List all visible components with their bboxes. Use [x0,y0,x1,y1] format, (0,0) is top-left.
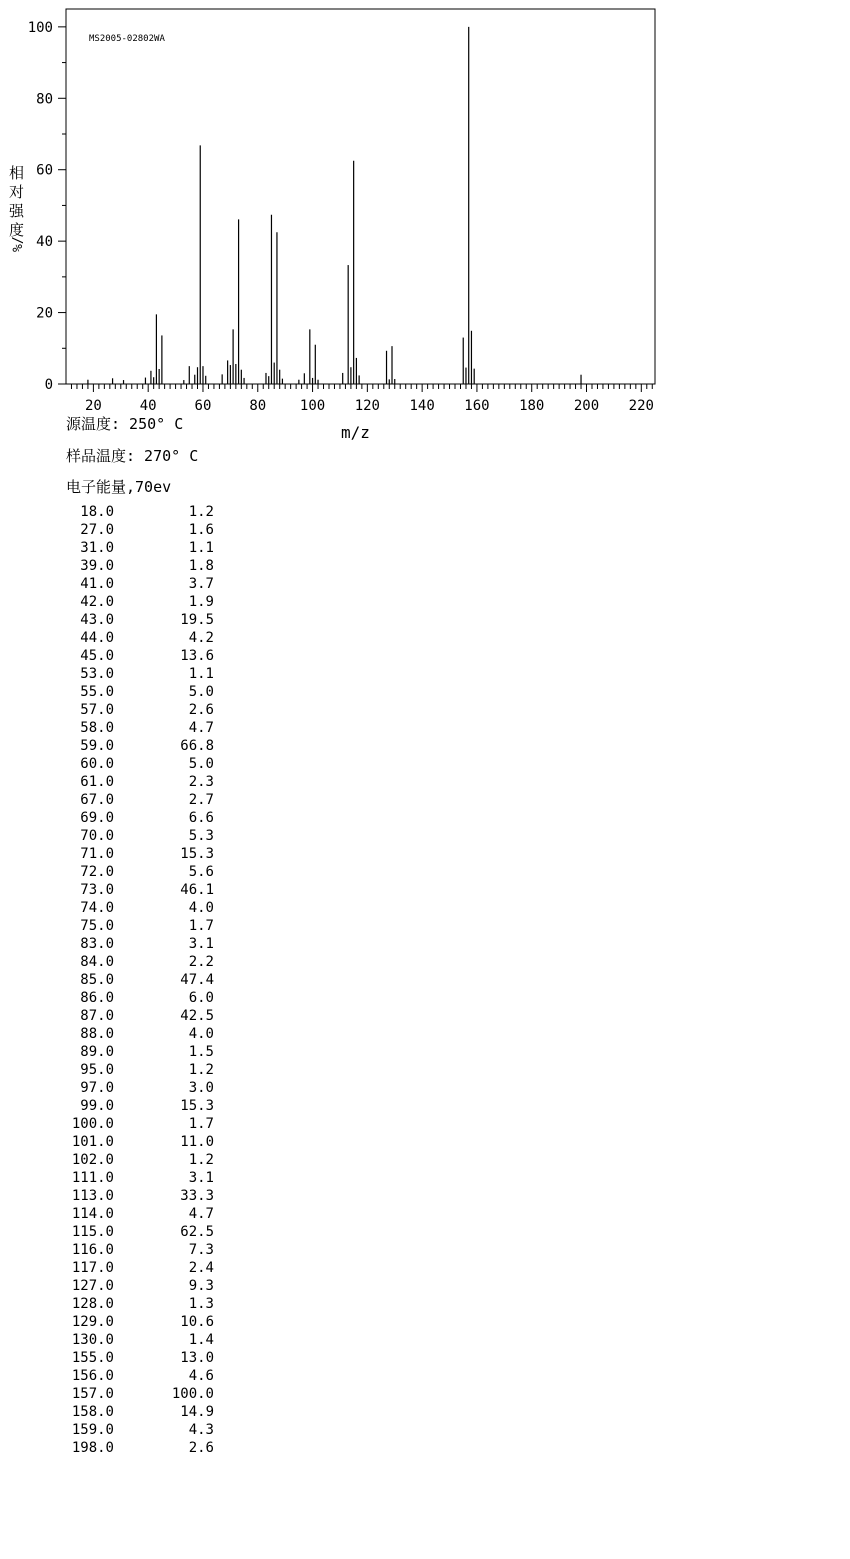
peak-intensity: 11.0 [180,1134,214,1150]
peak-mz: 72.0 [80,864,114,880]
peak-intensity: 7.3 [188,1242,214,1258]
peak-intensity: 3.7 [188,576,214,592]
peak-mz: 87.0 [80,1008,114,1024]
peak-intensity: 14.9 [180,1404,214,1420]
y-tick-label: 0 [44,377,53,393]
y-tick-label: 20 [36,305,53,322]
peak-intensity: 3.0 [188,1080,214,1096]
peak-intensity: 19.5 [180,612,214,628]
peak-mz: 117.0 [71,1260,114,1276]
peak-intensity: 15.3 [180,846,214,862]
peak-mz: 100.0 [71,1116,114,1132]
peak-mz: 101.0 [71,1134,114,1150]
peak-mz: 99.0 [80,1098,114,1114]
peak-mz: 111.0 [71,1170,114,1186]
peak-intensity: 1.1 [188,540,214,556]
x-tick-label: 80 [249,398,267,414]
y-axis-label-unit: %/ [11,236,26,252]
peak-intensity: 1.2 [188,1062,214,1078]
peak-mz: 156.0 [71,1368,114,1384]
peak-intensity: 2.2 [188,954,214,970]
peak-intensity: 1.7 [188,1116,214,1132]
peak-intensity: 5.6 [188,864,214,880]
source-temperature: 源温度: 250° C [66,415,184,433]
peak-intensity: 3.1 [188,936,214,952]
peak-intensity: 15.3 [180,1098,214,1114]
peak-intensity: 3.1 [188,1170,214,1186]
peak-intensity: 1.8 [188,558,214,574]
peak-intensity: 5.3 [188,828,214,844]
peak-intensity: 1.3 [188,1296,214,1312]
peak-mz: 57.0 [80,702,114,718]
peak-mz: 127.0 [71,1278,114,1294]
x-tick-label: 160 [464,398,490,414]
peak-mz: 128.0 [71,1296,114,1312]
peak-mz: 61.0 [80,774,114,790]
peak-intensity: 66.8 [180,738,214,754]
peak-intensity: 2.6 [188,1440,214,1456]
y-tick-label: 80 [36,91,53,108]
peak-intensity: 9.3 [188,1278,214,1294]
peak-mz: 60.0 [80,756,114,772]
peak-mz: 45.0 [80,648,114,664]
x-tick-label: 220 [628,398,654,414]
peak-mz: 39.0 [80,558,114,574]
y-tick-label: 40 [36,234,53,251]
peak-intensity: 6.6 [188,810,214,826]
peak-intensity: 1.4 [188,1332,214,1348]
y-axis-label-char-1: 相 [9,164,25,182]
mass-spectrum-chart [0,0,850,450]
peak-mz: 55.0 [80,684,114,700]
peak-mz: 42.0 [80,594,114,610]
peak-mz: 97.0 [80,1080,114,1096]
peak-mz: 158.0 [71,1404,114,1420]
peak-mz: 89.0 [80,1044,114,1060]
peak-mz: 71.0 [80,846,114,862]
peak-mz: 102.0 [71,1152,114,1168]
peak-intensity: 100.0 [171,1386,214,1402]
peak-mz: 70.0 [80,828,114,844]
peak-mz: 27.0 [80,522,114,538]
peak-mz: 41.0 [80,576,114,592]
y-axis-label-char-4: 度 [9,221,25,239]
peak-intensity: 10.6 [180,1314,214,1330]
peak-intensity: 1.5 [188,1044,214,1060]
peak-mz: 88.0 [80,1026,114,1042]
y-tick-label: 60 [36,162,53,179]
peak-mz: 155.0 [71,1350,114,1366]
peak-mz: 116.0 [71,1242,114,1258]
peak-intensity: 4.3 [188,1422,214,1438]
peak-intensity: 46.1 [180,882,214,898]
y-axis-ticks [28,20,66,393]
plot-frame [66,9,655,384]
peak-mz: 18.0 [80,504,114,520]
x-tick-label: 180 [519,398,545,414]
peak-intensity: 1.1 [188,666,214,682]
x-tick-label: 140 [409,398,435,414]
peak-mz: 67.0 [80,792,114,808]
peak-intensity: 13.6 [180,648,214,664]
peak-mz: 31.0 [80,540,114,556]
peak-intensity: 1.2 [188,1152,214,1168]
x-axis-ticks [71,384,653,414]
peak-mz: 198.0 [71,1440,114,1456]
spectrum-peaks [88,27,581,384]
peak-intensity: 4.0 [188,900,214,916]
peak-mz: 44.0 [80,630,114,646]
peak-intensity: 5.0 [188,684,214,700]
peak-mz: 84.0 [80,954,114,970]
peak-intensity: 4.7 [188,720,214,736]
peak-mz: 157.0 [71,1386,114,1402]
peak-intensity: 4.2 [188,630,214,646]
x-tick-label: 200 [573,398,600,414]
peak-intensity: 2.6 [188,702,214,718]
peak-intensity: 62.5 [180,1224,214,1240]
peak-intensity: 1.6 [188,522,214,538]
peak-mz: 53.0 [80,666,114,682]
peak-mz: 113.0 [71,1188,114,1204]
x-tick-label: 20 [84,398,102,414]
x-axis-label: m/z [341,423,370,442]
y-axis-label [9,164,26,252]
peak-intensity: 4.0 [188,1026,214,1042]
peak-mz: 69.0 [80,810,114,826]
peak-mz: 159.0 [71,1422,114,1438]
peak-mz: 59.0 [80,738,114,754]
peak-mz: 58.0 [80,720,114,736]
x-tick-label: 120 [354,398,380,414]
peak-mz: 83.0 [80,936,114,952]
sample-temperature: 样品温度: 270° C [66,447,199,465]
peak-mz: 86.0 [80,990,114,1006]
peak-intensity: 6.0 [188,990,214,1006]
peak-mz: 73.0 [80,882,114,898]
y-tick-label: 100 [27,19,53,36]
peak-intensity: 1.2 [188,504,214,520]
peak-intensity: 1.7 [188,918,214,934]
peak-mz: 95.0 [80,1062,114,1078]
peak-mz: 85.0 [80,972,114,988]
y-axis-label-char-3: 强 [9,202,25,220]
x-tick-label: 40 [139,398,157,414]
peak-intensity: 1.9 [188,594,214,610]
x-tick-label: 60 [194,398,212,414]
peak-intensity: 42.5 [180,1008,214,1024]
peak-mz: 114.0 [71,1206,114,1222]
peak-mz: 43.0 [80,612,114,628]
peak-intensity: 2.4 [188,1260,214,1276]
peak-intensity: 33.3 [180,1188,214,1204]
peak-intensity: 5.0 [188,756,214,772]
peak-intensity: 2.3 [188,774,214,790]
x-tick-label: 100 [299,398,326,414]
peak-mz: 129.0 [71,1314,114,1330]
peak-intensity: 13.0 [180,1350,214,1366]
peak-mz: 130.0 [71,1332,114,1348]
peak-intensity: 2.7 [188,792,214,808]
peak-intensity: 47.4 [180,972,214,988]
y-axis-label-char-2: 对 [9,183,25,201]
peak-intensity: 4.7 [188,1206,214,1222]
spectrum-id-label: MS2005-02802WA [89,34,165,44]
peak-intensity: 4.6 [188,1368,214,1384]
peak-mz: 75.0 [80,918,114,934]
peak-mz: 115.0 [71,1224,114,1240]
peak-mz: 74.0 [80,900,114,916]
electron-energy: 电子能量,70ev [66,478,172,496]
